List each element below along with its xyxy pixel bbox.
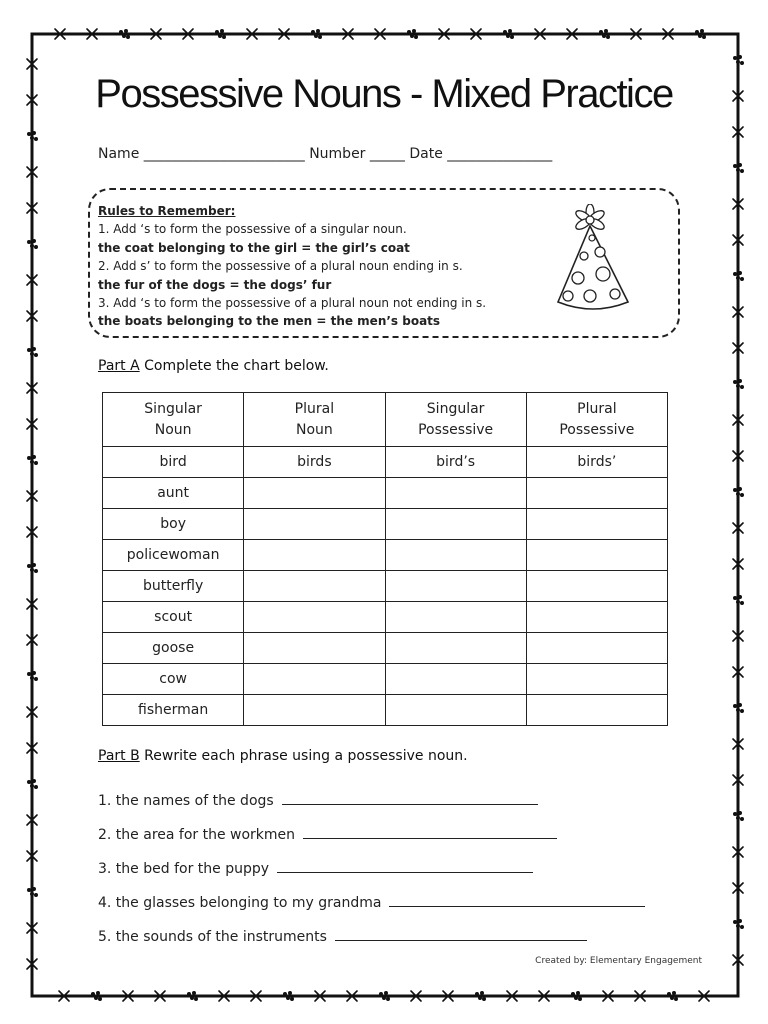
- answer-cell[interactable]: [244, 540, 385, 571]
- table-row: [103, 447, 668, 478]
- question-text: 1. the names of the dogs: [98, 793, 274, 809]
- table-row: [103, 540, 668, 571]
- rule-text: 3. Add ‘s to form the possessive of a plural noun not ending in s.: [98, 296, 487, 311]
- answer-cell[interactable]: [385, 602, 526, 633]
- part-b-heading: [98, 748, 468, 764]
- chart-body: [103, 447, 668, 726]
- rules-section: [98, 202, 486, 331]
- chart-header-text: Plural: [577, 400, 617, 417]
- rules-list: [98, 220, 486, 330]
- rule-example: the fur of the dogs = the dogs’ fur: [98, 277, 332, 292]
- answer-cell[interactable]: [526, 633, 667, 664]
- table-cell: butterfly: [103, 571, 244, 602]
- chart-header-text: Noun: [154, 421, 192, 438]
- chart-header-text: Singular: [144, 400, 202, 417]
- question-text: 4. the glasses belonging to my grandma: [98, 895, 382, 911]
- chart-header-text: Possessive: [418, 421, 494, 438]
- chart-header-cell: [244, 393, 385, 447]
- part-a-label: Part A: [98, 358, 140, 374]
- table-cell: aunt: [103, 478, 244, 509]
- page-title: Possessive Nouns - Mixed Practice: [95, 72, 673, 116]
- answer-cell[interactable]: [244, 571, 385, 602]
- answer-cell[interactable]: [385, 509, 526, 540]
- table-cell: fisherman: [103, 695, 244, 726]
- rule-example: the boats belonging to the men = the men’s boats: [98, 314, 441, 329]
- party-hat-icon: [548, 204, 638, 314]
- table-row: [103, 509, 668, 540]
- chart-header-cell: [526, 393, 667, 447]
- chart-header-text: Possessive: [559, 421, 635, 438]
- answer-line[interactable]: [282, 790, 538, 805]
- answer-line[interactable]: [389, 892, 645, 907]
- question-text: 3. the bed for the puppy: [98, 861, 270, 877]
- answer-cell[interactable]: [526, 602, 667, 633]
- table-cell: cow: [103, 664, 244, 695]
- table-cell: goose: [103, 633, 244, 664]
- answer-cell[interactable]: [244, 664, 385, 695]
- table-row: [103, 602, 668, 633]
- answer-cell[interactable]: [526, 478, 667, 509]
- table-row: [103, 695, 668, 726]
- credit-footer: Created by: Elementary Engagement: [535, 956, 702, 966]
- answer-cell[interactable]: [244, 695, 385, 726]
- question-item: [98, 858, 645, 892]
- table-cell: policewoman: [103, 540, 244, 571]
- table-row: [103, 633, 668, 664]
- noun-chart: [102, 392, 668, 726]
- answer-cell[interactable]: [526, 540, 667, 571]
- rule-text: 1. Add ‘s to form the possessive of a singular noun.: [98, 222, 407, 237]
- part-a-instruction: Complete the chart below.: [144, 358, 329, 374]
- table-cell: scout: [103, 602, 244, 633]
- table-row: [103, 478, 668, 509]
- answer-cell[interactable]: [526, 571, 667, 602]
- table-cell: bird: [103, 447, 244, 478]
- question-list: [98, 790, 645, 960]
- chart-header-cell: [385, 393, 526, 447]
- answer-cell[interactable]: [526, 509, 667, 540]
- question-item: [98, 790, 645, 824]
- table-cell: birds’: [526, 447, 667, 478]
- part-b-instruction: Rewrite each phrase using a possessive noun.: [144, 748, 468, 764]
- table-cell: boy: [103, 509, 244, 540]
- answer-cell[interactable]: [526, 664, 667, 695]
- rule-text: 2. Add s’ to form the possessive of a plural noun ending in s.: [98, 259, 463, 274]
- answer-cell[interactable]: [385, 633, 526, 664]
- answer-cell[interactable]: [385, 478, 526, 509]
- table-cell: bird’s: [385, 447, 526, 478]
- table-cell: birds: [244, 447, 385, 478]
- answer-cell[interactable]: [244, 602, 385, 633]
- student-info-line[interactable]: Name _______________________ Number _____ Date _______________: [98, 146, 553, 162]
- answer-cell[interactable]: [385, 540, 526, 571]
- chart-header-text: Singular: [426, 400, 485, 417]
- answer-cell[interactable]: [385, 664, 526, 695]
- answer-line[interactable]: [335, 926, 587, 941]
- chart-header-row: [103, 393, 668, 447]
- rules-heading: Rules to Remember:: [98, 204, 236, 218]
- table-row: [103, 664, 668, 695]
- question-text: 5. the sounds of the instruments: [98, 929, 327, 945]
- question-item: [98, 926, 645, 960]
- question-item: [98, 824, 645, 858]
- answer-cell[interactable]: [244, 478, 385, 509]
- answer-cell[interactable]: [244, 509, 385, 540]
- part-b-label: Part B: [98, 748, 140, 764]
- chart-header-text: Noun: [295, 421, 333, 438]
- answer-line[interactable]: [277, 858, 533, 873]
- part-a-heading: [98, 358, 329, 374]
- answer-cell[interactable]: [526, 695, 667, 726]
- question-text: 2. the area for the workmen: [98, 827, 296, 843]
- chart-header-text: Plural: [294, 400, 335, 417]
- rule-example: the coat belonging to the girl = the girl’s coat: [98, 240, 410, 255]
- answer-cell[interactable]: [385, 571, 526, 602]
- chart-header-cell: [103, 393, 244, 447]
- table-row: [103, 571, 668, 602]
- answer-cell[interactable]: [244, 633, 385, 664]
- answer-cell[interactable]: [385, 695, 526, 726]
- answer-line[interactable]: [303, 824, 557, 839]
- question-item: [98, 892, 645, 926]
